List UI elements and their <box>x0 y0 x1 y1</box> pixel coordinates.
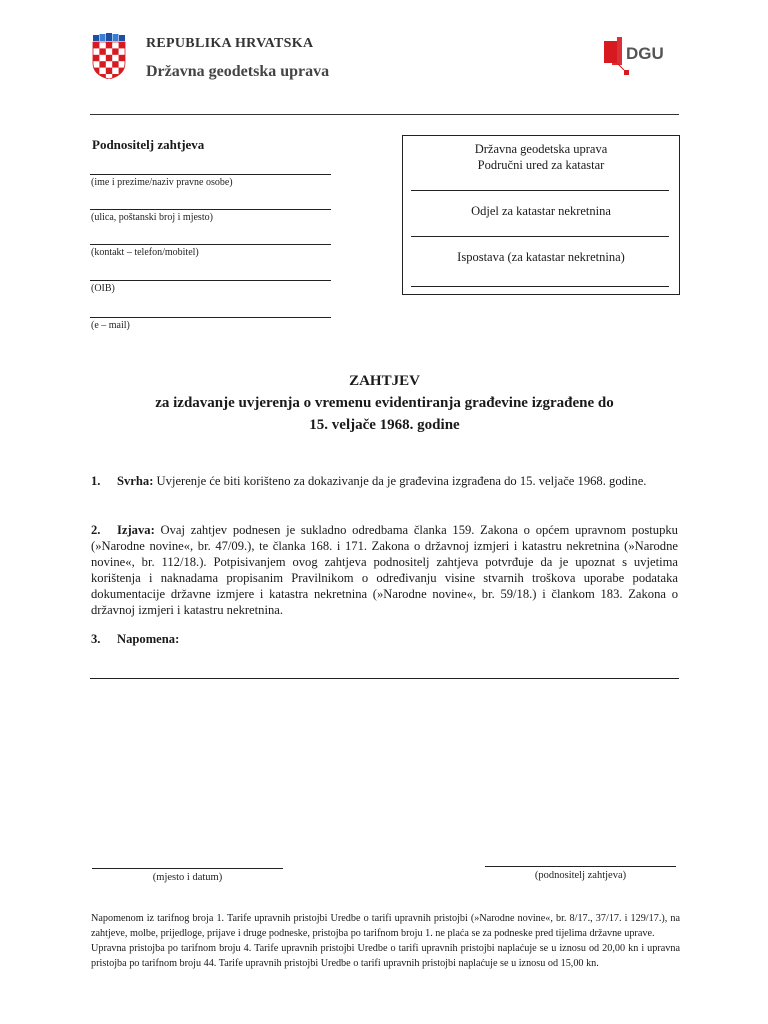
footnote-paragraph-2: Upravna pristojba po tarifnom broju 4. Tarife upravnih pristojbi Uredbe o tarifi upravnih pristojbi naplaćuje se u iznosu od 20,00 kn i upravna pristojba po tarifnom broju 44. Tarife upravnih pristojbi Uredbe o tarifi upravnih pristojbi naplaćuje se u iznosu od 15,00 kn. <box>91 943 680 969</box>
napomena-label: Napomena: <box>117 632 180 646</box>
office-divider-3 <box>411 286 669 287</box>
svrha-label: Svrha: <box>117 474 154 488</box>
svrha-number: 1. <box>91 474 101 488</box>
header-divider <box>90 114 679 115</box>
dgu-logo-icon <box>600 35 680 77</box>
izjava-section <box>91 522 678 618</box>
napomena-field-line[interactable] <box>90 678 679 679</box>
napomena-number: 3. <box>91 632 101 646</box>
logo-text: DGU <box>626 44 664 63</box>
office-branch: Ispostava (za katastar nekretnina) <box>457 250 625 264</box>
name-field-label: (ime i prezime/naziv pravne osobe) <box>91 177 233 188</box>
office-divider-2 <box>411 236 669 237</box>
address-field-line[interactable] <box>90 209 331 210</box>
footnote-paragraph-1: Napomenom iz tarifnog broja 1. Tarife upravnih pristojbi Uredbe o tarifi upravnih pristojbi (»Narodne novine«, br. 8/17., 37/17. i 129/17.), na zahtjeve, molbe, prijedloge, prijave i druge podneske, pristojba po tarifnom broju 1. ne plaća se za podneske pred tijelima državne uprave. <box>91 913 680 939</box>
oib-field-line[interactable] <box>90 280 331 281</box>
header-republic: REPUBLIKA HRVATSKA <box>146 36 314 51</box>
document-subtitle-1: za izdavanje uvjerenja o vremenu evidentiranja građevine izgrađene do <box>155 395 614 411</box>
izjava-label: Izjava: <box>117 523 155 537</box>
izjava-number: 2. <box>91 523 101 537</box>
header-agency: Državna geodetska uprava <box>146 63 330 80</box>
contact-field-label: (kontakt – telefon/mobitel) <box>91 247 199 258</box>
coat-of-arms-icon <box>91 33 127 79</box>
place-date-label: (mjesto i datum) <box>152 872 223 883</box>
office-divider-1 <box>411 190 669 191</box>
svrha-section <box>117 473 680 489</box>
document-title: ZAHTJEV <box>349 373 420 389</box>
office-agency: Državna geodetska uprava <box>474 142 608 156</box>
email-field-label: (e – mail) <box>91 320 130 331</box>
office-regional: Područni ured za katastar <box>477 158 605 172</box>
office-box <box>402 135 680 295</box>
email-field-line[interactable] <box>90 317 331 318</box>
izjava-text: Ovaj zahtjev podnesen je sukladno odredbama članka 159. Zakona o općem upravnom postupku (»Narodne novine«, br. 47/09.), te članka 168. i 171. Zakona o državnoj izmjeri i katastru nekretnina (»Narodne novine«, br. 112/18.). Potpisivanjem ovog zahtjeva podnositelj zahtjeva potvrđuje da je upoznat s uvjetima korištenja i naknadama propisanim Pravilnikom o određivanju visine stvarnih troškova uporabe podataka dokumentacije državne izmjere i katastra nekretnina (»Narodne novine«, br. 59/18.) i člankom 183. Zakona o državnoj izmjeri i katastru nekretnina. <box>91 523 678 617</box>
applicant-title: Podnositelj zahtjeva <box>92 137 205 152</box>
oib-field-label: (OIB) <box>91 283 115 294</box>
place-date-line[interactable] <box>92 868 283 869</box>
svrha-text: Uvjerenje će biti korišteno za dokazivanje da je građevina izgrađena do 15. veljače 1968. godine. <box>156 474 647 488</box>
applicant-signature-line[interactable] <box>485 866 676 867</box>
contact-field-line[interactable] <box>90 244 331 245</box>
address-field-label: (ulica, poštanski broj i mjesto) <box>91 212 213 223</box>
applicant-signature-label: (podnositelj zahtjeva) <box>534 870 627 881</box>
fee-footnote <box>91 911 680 971</box>
name-field-line[interactable] <box>90 174 331 175</box>
document-subtitle-2: 15. veljače 1968. godine <box>309 417 460 433</box>
office-department: Odjel za katastar nekretnina <box>471 204 611 218</box>
